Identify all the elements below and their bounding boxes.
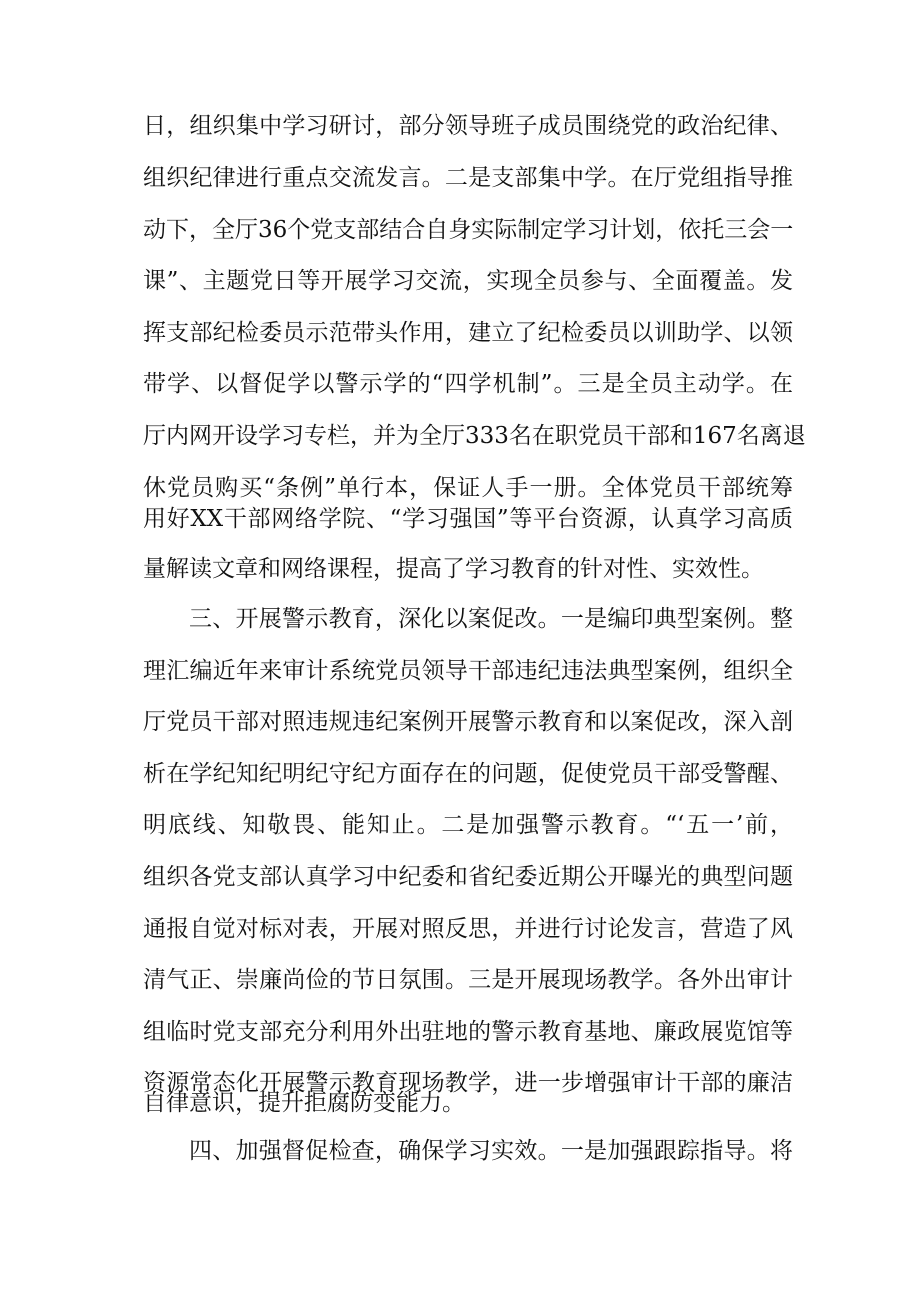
paragraph-line: 理汇编近年来审计系统党员领导干部违纪违法典型案例，组织全 bbox=[143, 658, 793, 684]
paragraph-line: 析在学纪知纪明纪守纪方面存在的问题，促使党员干部受警醒、 bbox=[143, 761, 793, 787]
paragraph-line: 动下，全厅36个党支部结合自身实际制定学习计划，依托三会一 bbox=[143, 217, 794, 243]
paragraph-line: 厅党员干部对照违规违纪案例开展警示教育和以案促改，深入剖 bbox=[143, 709, 793, 735]
paragraph-line: 课”、主题党日等开展学习交流，实现全员参与、全面覆盖。发 bbox=[143, 268, 793, 294]
paragraph-line: 休党员购买“条例”单行本，保证人手一册。全体党员干部统筹 bbox=[143, 475, 793, 501]
paragraph-line: 组织各党支部认真学习中纪委和省纪委近期公开曝光的典型问题 bbox=[143, 864, 793, 890]
paragraph-line: 组临时党支部充分利用外出驻地的警示教育基地、廉政展览馆等 bbox=[143, 1019, 793, 1045]
paragraph-line: 用好XX干部网络学院、“学习强国”等平台资源，认真学习高质 bbox=[143, 506, 793, 532]
section-heading-line: 三、开展警示教育，深化以案促改。一是编印典型案例。整 bbox=[189, 606, 793, 632]
paragraph-line: 资源常态化开展警示教育现场教学，进一步增强审计干部的廉洁 bbox=[143, 1070, 793, 1096]
paragraph-line: 带学、以督促学以警示学的“四学机制”。三是全员主动学。在 bbox=[143, 371, 793, 397]
paragraph-line: 自律意识，提升拒腐防变能力。 bbox=[143, 1090, 465, 1116]
paragraph-line: 挥支部纪检委员示范带头作用，建立了纪检委员以训助学、以领 bbox=[143, 320, 793, 346]
paragraph-line: 日，组织集中学习研讨，部分领导班子成员围绕党的政治纪律、 bbox=[143, 113, 793, 139]
paragraph-line: 清气正、崇廉尚俭的节日氛围。三是开展现场教学。各外出审计 bbox=[143, 967, 793, 993]
paragraph-line: 组织纪律进行重点交流发言。二是支部集中学。在厅党组指导推 bbox=[143, 165, 793, 191]
paragraph-line: 明底线、知敬畏、能知止。二是加强警示教育。“‘五一’前， bbox=[143, 812, 793, 838]
paragraph-line: 通报自觉对标对表，开展对照反思，并进行讨论发言，营造了风 bbox=[143, 916, 793, 942]
paragraph-line: 量解读文章和网络课程，提高了学习教育的针对性、实效性。 bbox=[143, 556, 764, 582]
section-heading-line: 四、加强督促检查，确保学习实效。一是加强跟踪指导。将 bbox=[189, 1138, 793, 1164]
paragraph-line: 厅内网开设学习专栏，并为全厅333名在职党员干部和167名离退 bbox=[143, 423, 806, 449]
